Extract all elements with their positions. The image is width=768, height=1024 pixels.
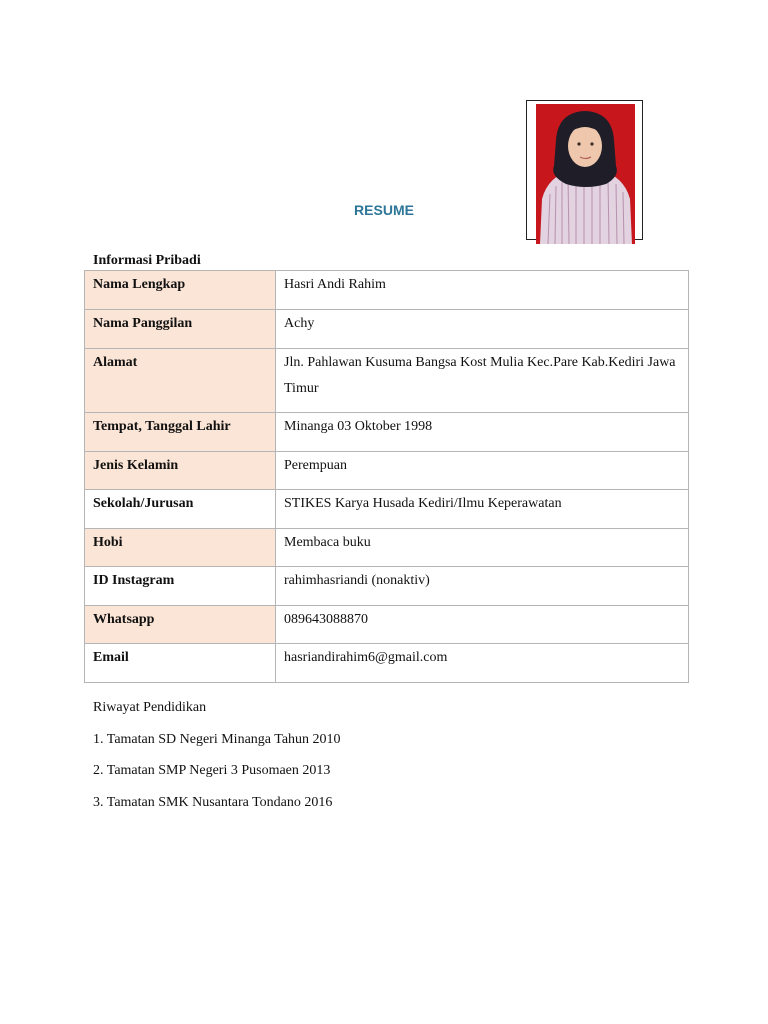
education-section	[93, 699, 341, 825]
row-key: Alamat	[85, 349, 276, 413]
table-row	[85, 271, 689, 310]
row-value: Jln. Pahlawan Kusuma Bangsa Kost Mulia Kec.Pare Kab.Kediri Jawa Timur	[276, 349, 689, 413]
profile-photo	[536, 104, 635, 244]
row-key: Tempat, Tanggal Lahir	[85, 413, 276, 452]
education-heading: Riwayat Pendidikan	[93, 700, 207, 715]
table-row	[85, 349, 689, 413]
row-value: Perempuan	[276, 452, 689, 490]
table-row	[85, 310, 689, 349]
row-key: Email	[85, 644, 276, 683]
resume-title: RESUME	[354, 202, 414, 218]
table-row	[85, 490, 689, 529]
row-value: Hasri Andi Rahim	[276, 271, 689, 310]
row-value: STIKES Karya Husada Kediri/Ilmu Keperawatan	[276, 490, 689, 529]
personal-info-table	[84, 270, 689, 683]
table-row	[85, 452, 689, 490]
row-value: Achy	[276, 310, 689, 349]
row-key: Nama Panggilan	[85, 310, 276, 349]
personal-info-heading: Informasi Pribadi	[93, 253, 201, 268]
row-key: ID Instagram	[85, 567, 276, 606]
row-key: Sekolah/Jurusan	[85, 490, 276, 529]
row-value: rahimhasriandi (nonaktiv)	[276, 567, 689, 606]
table-row	[85, 529, 689, 567]
table-row	[85, 567, 689, 606]
row-value: hasriandirahim6@gmail.com	[276, 644, 689, 683]
row-key: Hobi	[85, 529, 276, 567]
education-item: 3. Tamatan SMK Nusantara Tondano 2016	[93, 794, 333, 810]
education-item: 2. Tamatan SMP Negeri 3 Pusomaen 2013	[93, 763, 331, 778]
table-row	[85, 606, 689, 644]
row-key: Whatsapp	[85, 606, 276, 644]
table-row	[85, 413, 689, 452]
row-value: Membaca buku	[276, 529, 689, 567]
row-value: 089643088870	[276, 606, 689, 644]
row-key: Jenis Kelamin	[85, 452, 276, 490]
table-row	[85, 644, 689, 683]
education-item: 1. Tamatan SD Negeri Minanga Tahun 2010	[93, 731, 341, 747]
row-value: Minanga 03 Oktober 1998	[276, 413, 689, 452]
row-key: Nama Lengkap	[85, 271, 276, 310]
